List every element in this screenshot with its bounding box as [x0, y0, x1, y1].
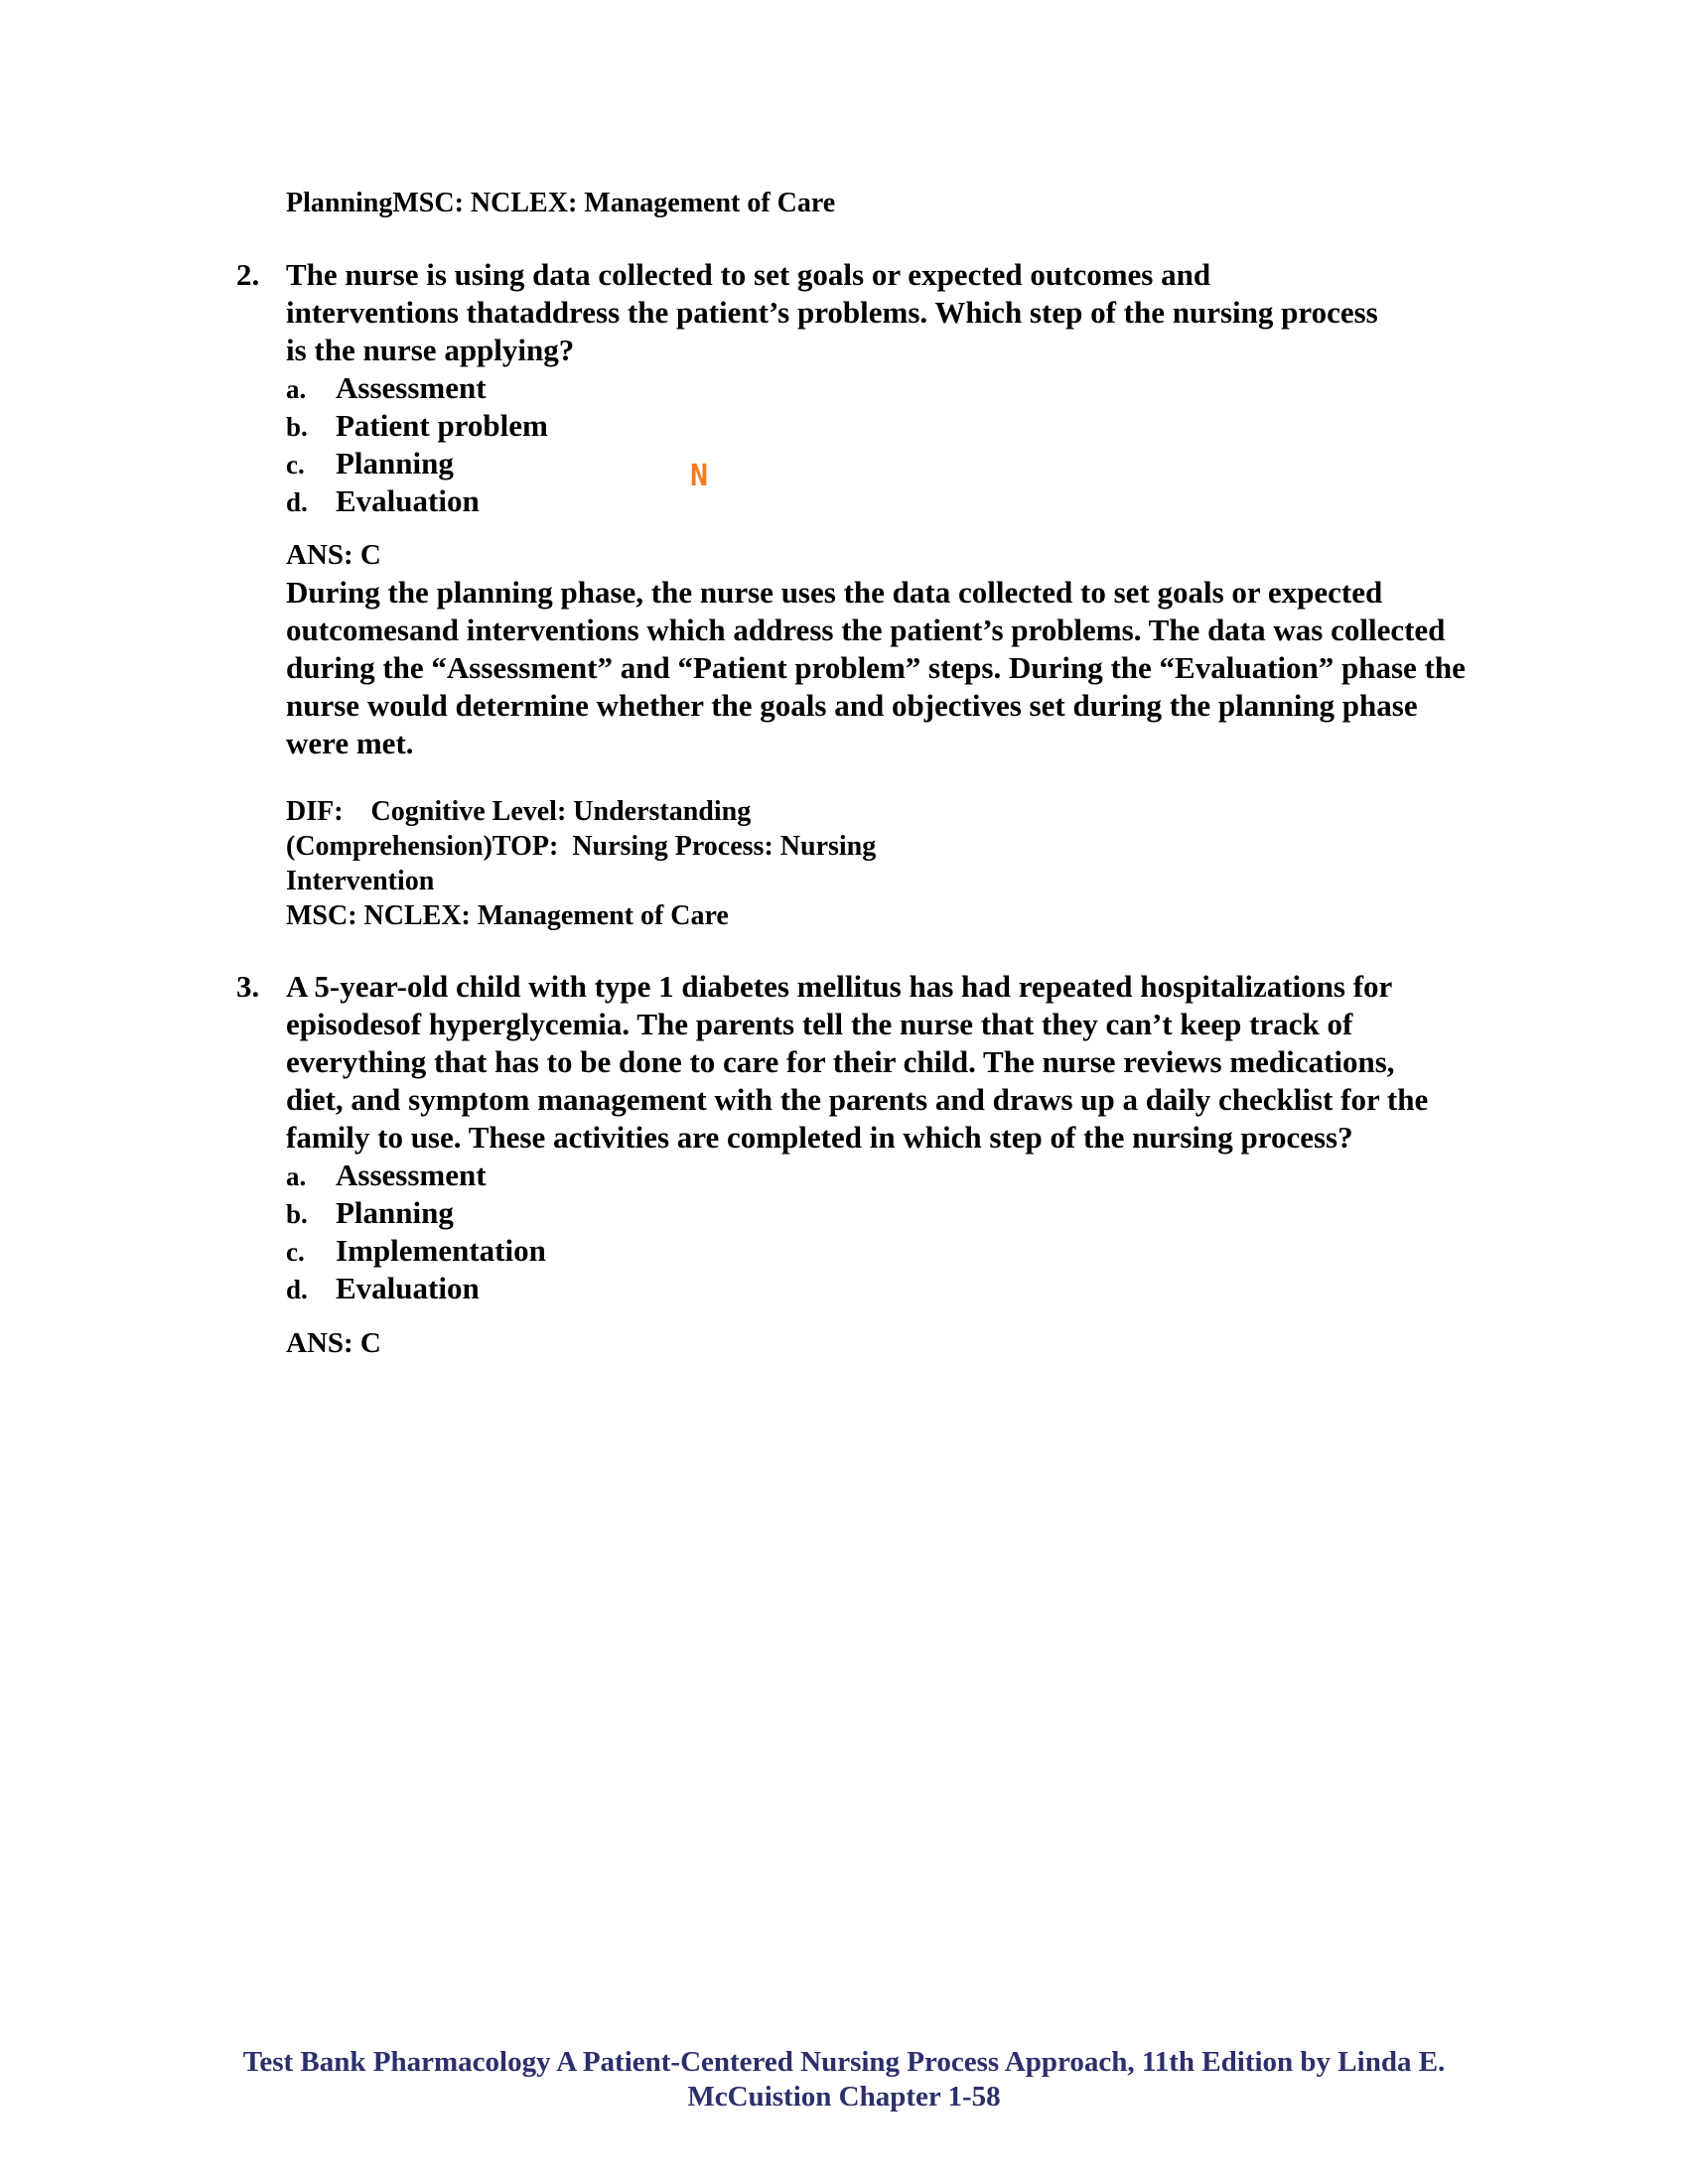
answer-label: ANS: C — [286, 539, 381, 571]
option-b — [286, 407, 548, 446]
question-text-line: is the nurse applying? — [286, 333, 575, 367]
topic-line-cont: Intervention — [286, 866, 435, 896]
option-d — [286, 1270, 480, 1308]
orange-n-mark: N — [690, 459, 709, 493]
option-letter: a. — [286, 374, 307, 404]
option-letter: c. — [286, 1237, 305, 1267]
page-footer — [0, 2045, 1688, 2115]
difficulty-line: DIF: Cognitive Level: Understanding — [286, 796, 752, 827]
option-text: Implementation — [336, 1233, 546, 1268]
option-text: Planning — [336, 1195, 454, 1230]
question-text-line: The nurse is using data collected to set goals or expected outcomes and — [286, 257, 1211, 292]
msc-line: MSC: NCLEX: Management of Care — [286, 900, 729, 931]
question-text-line: family to use. These activities are completed in which step of the nursing process? — [286, 1120, 1353, 1155]
question-text-line: diet, and symptom management with the parents and draws up a daily checklist for the — [286, 1082, 1429, 1117]
option-text: Planning — [336, 446, 454, 480]
option-letter: d. — [286, 1275, 308, 1304]
rationale-line: were met. — [286, 726, 414, 760]
option-d — [286, 482, 480, 521]
question-text-line: A 5-year-old child with type 1 diabetes mellitus has had repeated hospitalizations for — [286, 969, 1393, 1004]
option-text: Assessment — [336, 1158, 487, 1192]
question-number: 2. — [236, 257, 260, 292]
option-letter: c. — [286, 450, 305, 479]
option-c — [286, 1232, 546, 1271]
option-b — [286, 1194, 454, 1233]
option-letter: a. — [286, 1161, 307, 1191]
rationale-line: outcomesand interventions which address the patient’s problems. The data was collected — [286, 613, 1446, 647]
option-c — [286, 445, 454, 483]
option-letter: b. — [286, 412, 308, 442]
option-text: Evaluation — [336, 1271, 480, 1305]
rationale-line: nurse would determine whether the goals and objectives set during the planning phase — [286, 688, 1418, 723]
option-letter: b. — [286, 1199, 308, 1229]
question-text-line: episodesof hyperglycemia. The parents tell the nurse that they can’t keep track of — [286, 1007, 1353, 1041]
rationale-line: During the planning phase, the nurse uses the data collected to set goals or expected — [286, 575, 1383, 610]
previous-question-meta: PlanningMSC: NCLEX: Management of Care — [286, 188, 836, 218]
footer-subtitle: McCuistion Chapter 1-58 — [687, 2081, 1001, 2113]
rationale-line: during the “Assessment” and “Patient problem” steps. During the “Evaluation” phase the — [286, 650, 1466, 685]
question-text-line: everything that has to be done to care for their child. The nurse reviews medications, — [286, 1044, 1395, 1079]
option-a — [286, 1157, 487, 1195]
answer-label: ANS: C — [286, 1327, 381, 1359]
question-number: 3. — [236, 969, 260, 1004]
option-text: Assessment — [336, 370, 487, 405]
option-text: Evaluation — [336, 483, 480, 518]
option-letter: d. — [286, 487, 308, 517]
option-a — [286, 369, 487, 408]
topic-line: (Comprehension)TOP: Nursing Process: Nursing — [286, 831, 877, 862]
question-text-line: interventions thataddress the patient’s problems. Which step of the nursing process — [286, 295, 1378, 330]
footer-title: Test Bank Pharmacology A Patient-Centered Nursing Process Approach, 11th Edition by Linda E. — [242, 2046, 1446, 2078]
option-text: Patient problem — [336, 408, 548, 443]
